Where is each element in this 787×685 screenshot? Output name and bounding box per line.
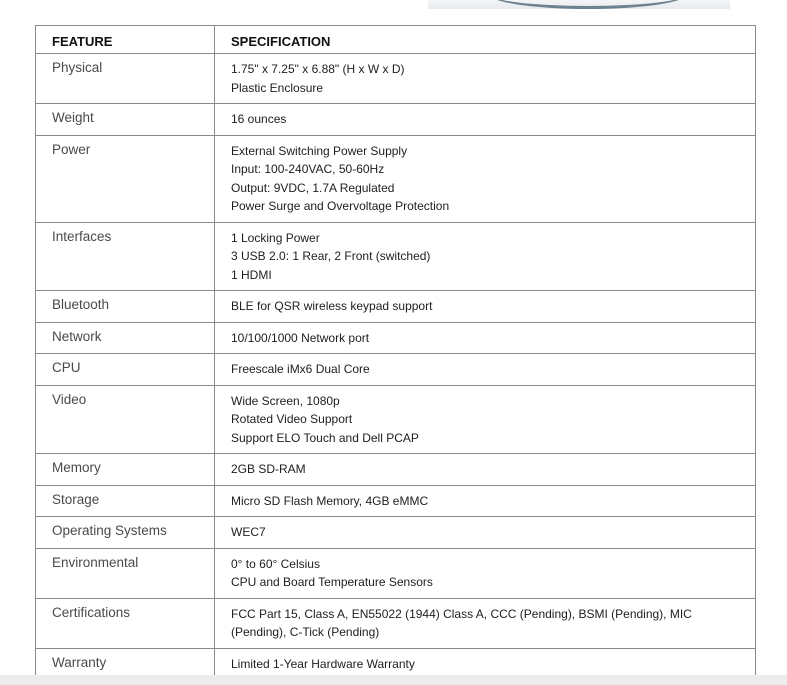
feature-cell: Bluetooth	[36, 291, 215, 323]
table-row	[36, 485, 756, 517]
table-row	[36, 517, 756, 549]
specification-cell	[215, 135, 756, 222]
feature-cell: Weight	[36, 104, 215, 136]
table-row	[36, 548, 756, 598]
specification-line: 2GB SD-RAM	[231, 462, 306, 476]
specification-cell	[215, 454, 756, 486]
table-body	[36, 54, 756, 680]
feature-column-header: FEATURE	[36, 26, 215, 54]
specification-line: Wide Screen, 1080p	[231, 393, 340, 408]
feature-cell: CPU	[36, 354, 215, 386]
feature-cell: Operating Systems	[36, 517, 215, 549]
specification-line: Support ELO Touch and Dell PCAP	[231, 430, 419, 445]
feature-cell: Interfaces	[36, 222, 215, 291]
feature-cell: Certifications	[36, 598, 215, 648]
specification-line: WEC7	[231, 525, 266, 539]
specification-cell	[215, 548, 756, 598]
specifications-table	[35, 25, 756, 680]
specification-line: 1 HDMI	[231, 267, 272, 282]
table-row	[36, 222, 756, 291]
table-row	[36, 322, 756, 354]
specification-line: 10/100/1000 Network port	[231, 330, 370, 345]
specification-line: Output: 9VDC, 1.7A Regulated	[231, 180, 395, 195]
feature-cell: Environmental	[36, 548, 215, 598]
specification-cell	[215, 54, 756, 104]
feature-cell: Video	[36, 385, 215, 454]
specification-cell	[215, 385, 756, 454]
footer-band	[0, 675, 787, 685]
table-row	[36, 135, 756, 222]
feature-cell: Memory	[36, 454, 215, 486]
specification-line: FCC Part 15, Class A, EN55022 (1944) Class A, CCC (Pending), BSMI (Pending), MIC (Pending), C-Tick (Pending)	[231, 606, 692, 639]
specification-line: Limited 1-Year Hardware Warranty	[231, 656, 415, 671]
product-image-cropped	[428, 0, 730, 9]
specification-line: Power Surge and Overvoltage Protection	[231, 199, 450, 213]
specification-cell	[215, 598, 756, 648]
specification-line: BLE for QSR wireless keypad support	[231, 299, 433, 313]
table-row	[36, 354, 756, 386]
specification-line: Plastic Enclosure	[231, 80, 324, 95]
specification-cell	[215, 485, 756, 517]
specification-line: 0° to 60° Celsius	[231, 556, 320, 571]
specification-line: Input: 100-240VAC, 50-60Hz	[231, 162, 385, 176]
specification-cell	[215, 104, 756, 136]
specification-line: 3 USB 2.0: 1 Rear, 2 Front (switched)	[231, 249, 431, 263]
table-row	[36, 598, 756, 648]
specification-line: Freescale iMx6 Dual Core	[231, 362, 370, 376]
specification-cell	[215, 517, 756, 549]
specification-line: 16 ounces	[231, 112, 287, 126]
specification-cell	[215, 322, 756, 354]
specification-column-header: SPECIFICATION	[215, 26, 756, 54]
table-row	[36, 54, 756, 104]
specification-cell	[215, 354, 756, 386]
specification-line: External Switching Power Supply	[231, 143, 408, 158]
feature-cell: Storage	[36, 485, 215, 517]
specification-cell	[215, 222, 756, 291]
specification-line: 1 Locking Power	[231, 230, 320, 245]
specification-line: CPU and Board Temperature Sensors	[231, 575, 433, 589]
feature-cell: Power	[36, 135, 215, 222]
product-image-edge	[488, 0, 688, 9]
specification-line: 1.75" x 7.25" x 6.88" (H x W x D)	[231, 62, 405, 76]
specification-line: Micro SD Flash Memory, 4GB eMMC	[231, 493, 429, 508]
table-row	[36, 385, 756, 454]
table-header-row	[36, 26, 756, 54]
table-row	[36, 291, 756, 323]
table-row	[36, 104, 756, 136]
specification-line: Rotated Video Support	[231, 412, 353, 426]
feature-cell: Network	[36, 322, 215, 354]
feature-cell: Physical	[36, 54, 215, 104]
specification-cell	[215, 291, 756, 323]
table-row	[36, 454, 756, 486]
feature-cell: Warranty	[36, 648, 215, 680]
